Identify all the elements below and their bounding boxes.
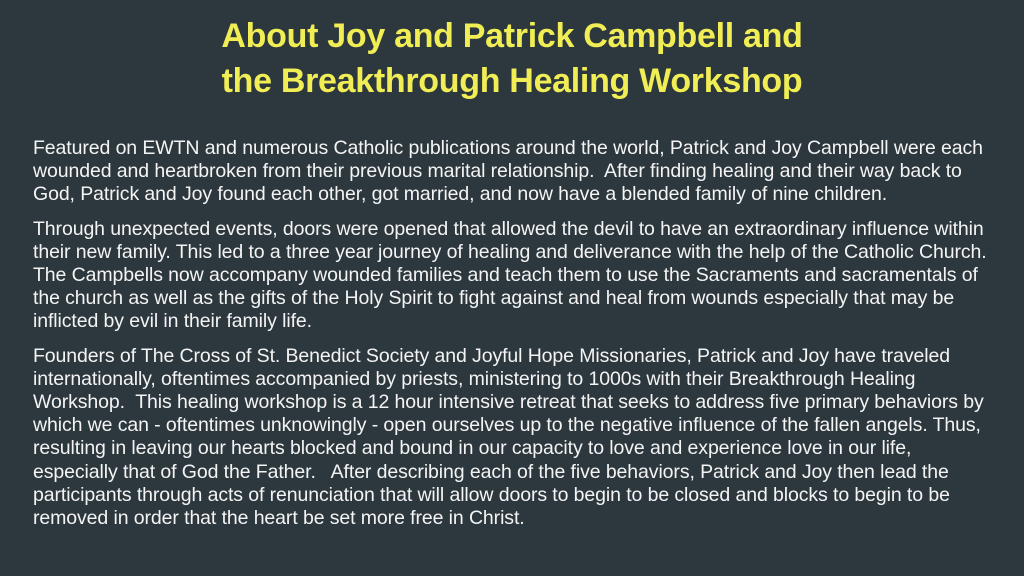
paragraph-workshop-description: Founders of The Cross of St. Benedict Society and Joyful Hope Missionaries, Patrick and Joy have traveled internationally, oftentimes accompanied by priests, ministering to 1000s with their Breakthrough Healing Workshop. This healing workshop is a 12 hour intensive retreat that seeks to address five primary behaviors by which we can - oftentimes unknowingly - open ourselves up to the negative influence of the fallen angels. Thus, resulting in leaving our hearts blocked and bound in our capacity to love and experience love in our life, especially that of God the Father. After describing each of the five behaviors, Patrick and Joy then lead the participants through acts of renunciation that will allow doors to begin to be closed and blocks to begin to be removed in order that the heart be set more free in Christ. xyxy=(33,344,989,530)
slide-title xyxy=(0,14,1024,104)
slide-body xyxy=(33,137,990,530)
paragraph-about-campbells: Featured on EWTN and numerous Catholic publications around the world, Patrick and Joy Campbell were each wounded and heartbroken from their previous marital relationship. After finding healing and their way back to God, Patrick and Joy found each other, got married, and now have a blended family of nine children. xyxy=(33,137,989,206)
slide-title-line-2: the Breakthrough Healing Workshop xyxy=(221,62,803,100)
paragraph-healing-journey: Through unexpected events, doors were opened that allowed the devil to have an extraordinary influence within their new family. This led to a three year journey of healing and deliverance with the help of the Catholic Church. The Campbells now accompany wounded families and teach them to use the Sacraments and sacramentals of the church as well as the gifts of the Holy Spirit to fight against and heal from wounds especially that may be inflicted by evil in their family life. xyxy=(33,217,992,333)
slide-title-line-1: About Joy and Patrick Campbell and xyxy=(221,17,803,55)
